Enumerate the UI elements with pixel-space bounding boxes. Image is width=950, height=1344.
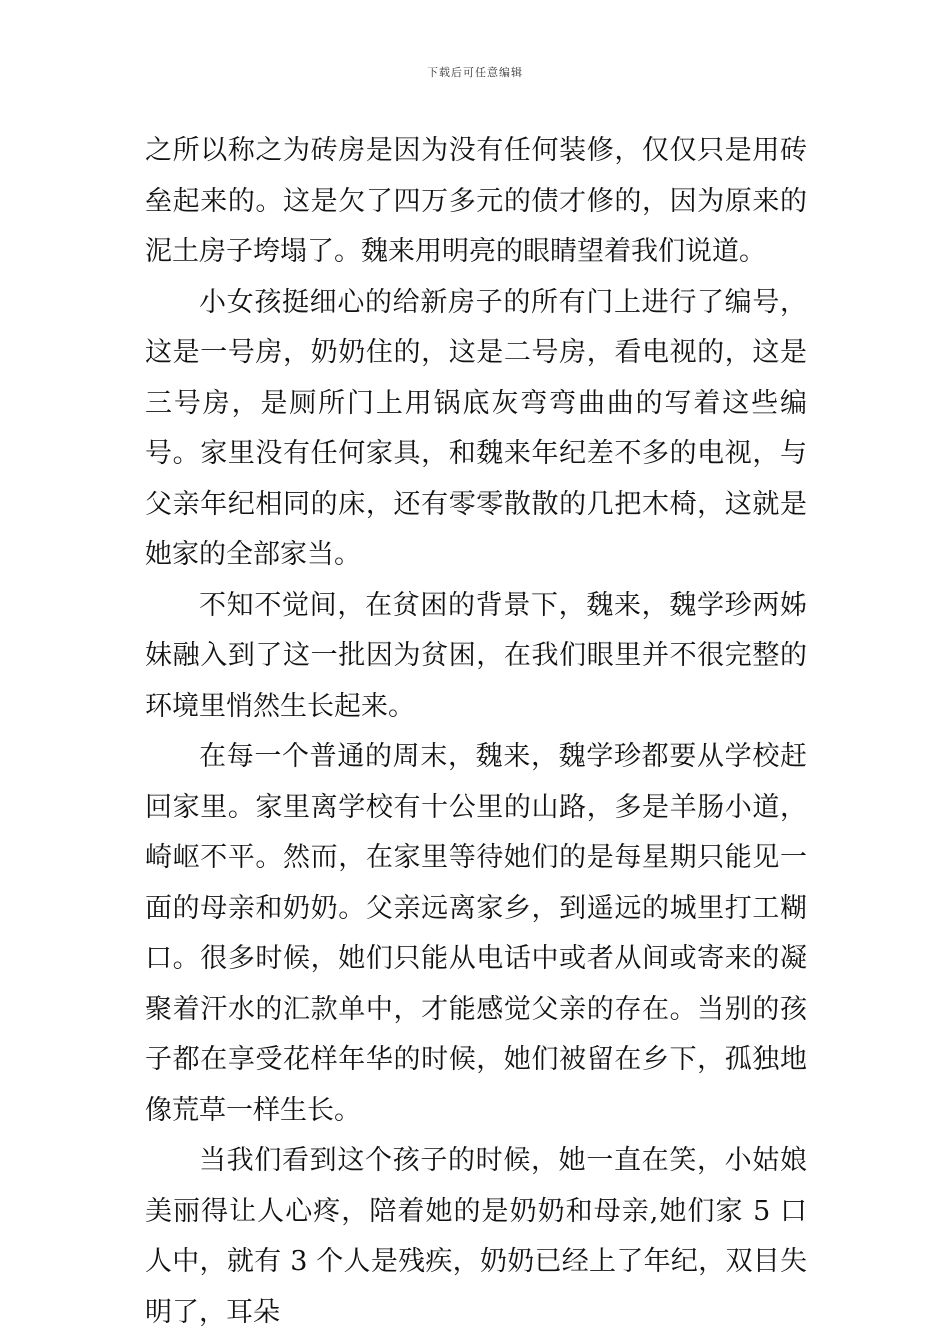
paragraph-5: 当我们看到这个孩子的时候，她一直在笑，小姑娘美丽得让人心疼，陪着她的是奶奶和母亲,她们家 5 口人中，就有 3 个人是残疾，奶奶已经上了年纪，双目失明了，耳朵 bbox=[145, 1145, 807, 1328]
paragraph-3: 不知不觉间，在贫困的背景下，魏来，魏学珍两姊妹融入到了这一批因为贫困，在我们眼里并不很完整的环境里悄然生长起来。 bbox=[145, 589, 807, 722]
paragraph-1: 之所以称之为砖房是因为没有任何装修，仅仅只是用砖垒起来的。这是欠了四万多元的债才修的，因为原来的泥土房子垮塌了。魏来用明亮的眼睛望着我们说道。 bbox=[145, 135, 807, 267]
page-header: 下载后可任意编辑 bbox=[427, 66, 523, 79]
document-body bbox=[145, 126, 807, 1338]
paragraph-4: 在每一个普通的周末，魏来，魏学珍都要从学校赶回家里。家里离学校有十公里的山路，多是羊肠小道，崎岖不平。然而，在家里等待她们的是每星期只能见一面的母亲和奶奶。父亲远离家乡，到遥远的城里打工糊口。很多时候，她们只能从电话中或者从间或寄来的凝聚着汗水的汇款单中，才能感觉父亲的存在。当别的孩子都在享受花样年华的时候，她们被留在乡下，孤独地像荒草一样生长。 bbox=[145, 741, 807, 1126]
paragraph-2: 小女孩挺细心的给新房子的所有门上进行了编号，这是一号房，奶奶住的，这是二号房，看电视的，这是三号房，是厕所门上用锅底灰弯弯曲曲的写着这些编号。家里没有任何家具，和魏来年纪差不多的电视，与父亲年纪相同的床，还有零零散散的几把木椅，这就是她家的全部家当。 bbox=[145, 286, 807, 570]
